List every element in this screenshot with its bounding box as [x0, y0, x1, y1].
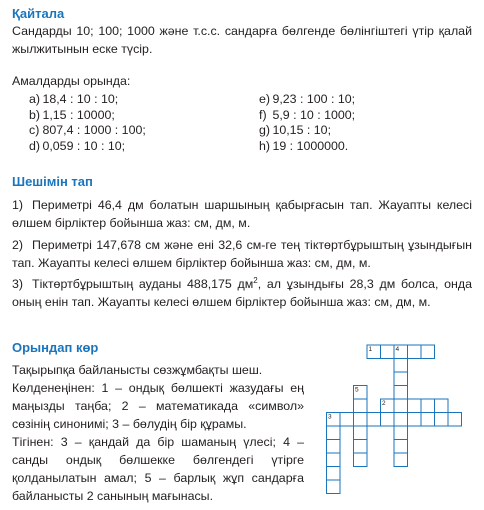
crossword-number-2: 2	[382, 400, 386, 407]
crossword-number-4: 4	[395, 346, 400, 353]
crossword-number-3: 3	[328, 413, 332, 421]
exercise-a: a) 18,4 : 10 : 10;	[29, 92, 119, 106]
crossword-number-1: 1	[368, 346, 373, 353]
perform-across-clues: Көлденеңінен: 1 – ондық бөлшекті жазудағы ең маңызды таңба; 2 – математикада «символ» сөзінің синонимі; 3 – бөлудің бір құрамы.	[12, 381, 304, 431]
review-heading: Қайтала	[12, 6, 65, 21]
exercise-f: f) 5,9 : 10 : 1000;	[259, 107, 356, 122]
review-prompt: Амалдарды орында:	[12, 74, 131, 88]
task-text-after: , ал ұзындығы 28,3 дм болса, онда оның енін тап. Жауапты келесі өлшем бірліктер бойынша жаз: см, дм, м.	[12, 277, 472, 309]
task-number: 3)	[12, 277, 24, 291]
perform-instruction: Тақырыпқа байланысты сөзжұмбақты шеш.	[12, 363, 263, 377]
exercise-d: d) 0,059 : 10 : 10;	[29, 139, 126, 154]
perform-heading: Орындап көр	[12, 340, 99, 355]
exercise-e: e) 9,23 : 100 : 10;	[259, 92, 356, 106]
task-superscript: 2	[253, 275, 258, 285]
task-number: 2)	[12, 238, 24, 252]
exercise-b: b) 1,15 : 10000;	[29, 107, 115, 122]
exercise-h: h) 19 : 1000000.	[259, 139, 349, 154]
crossword-number-5: 5	[355, 386, 359, 394]
perform-down-clues: Тігінен: 3 – қандай да бір шаманың үлесі; 4 – санды ондық бөлшекке бөлгендегі үтірге қолданылатын амал; 5 – барлық жұп сандарға байланысты 2 санының мағынасы.	[12, 435, 304, 503]
task-text: Периметрі 46,4 дм болатын шаршының қабырғасын тап. Жауапты келесі өлшем бірліктер бойынша жаз: см, дм, м.	[12, 198, 472, 230]
task-text: Периметрі 147,678 см және ені 32,6 см-ге тең тіктөртбұрыштың ұзындығын тап. Жауапты келесі өлшем бірліктер бойынша жаз: см, дм, м.	[12, 238, 472, 270]
solve-heading: Шешімін тап	[12, 174, 93, 189]
task-text-before: Тіктөртбұрыштың ауданы 488,175 дм	[32, 277, 254, 291]
exercise-g: g) 10,15 : 10;	[259, 123, 332, 138]
review-intro: Сандарды 10; 100; 1000 және т.с.с. сандарға бөлгенде бөлінгіштегі үтір қалай жылжитынын еске түсір.	[12, 24, 472, 56]
task-number: 1)	[12, 198, 24, 212]
exercise-c: c) 807,4 : 1000 : 100;	[29, 123, 146, 138]
